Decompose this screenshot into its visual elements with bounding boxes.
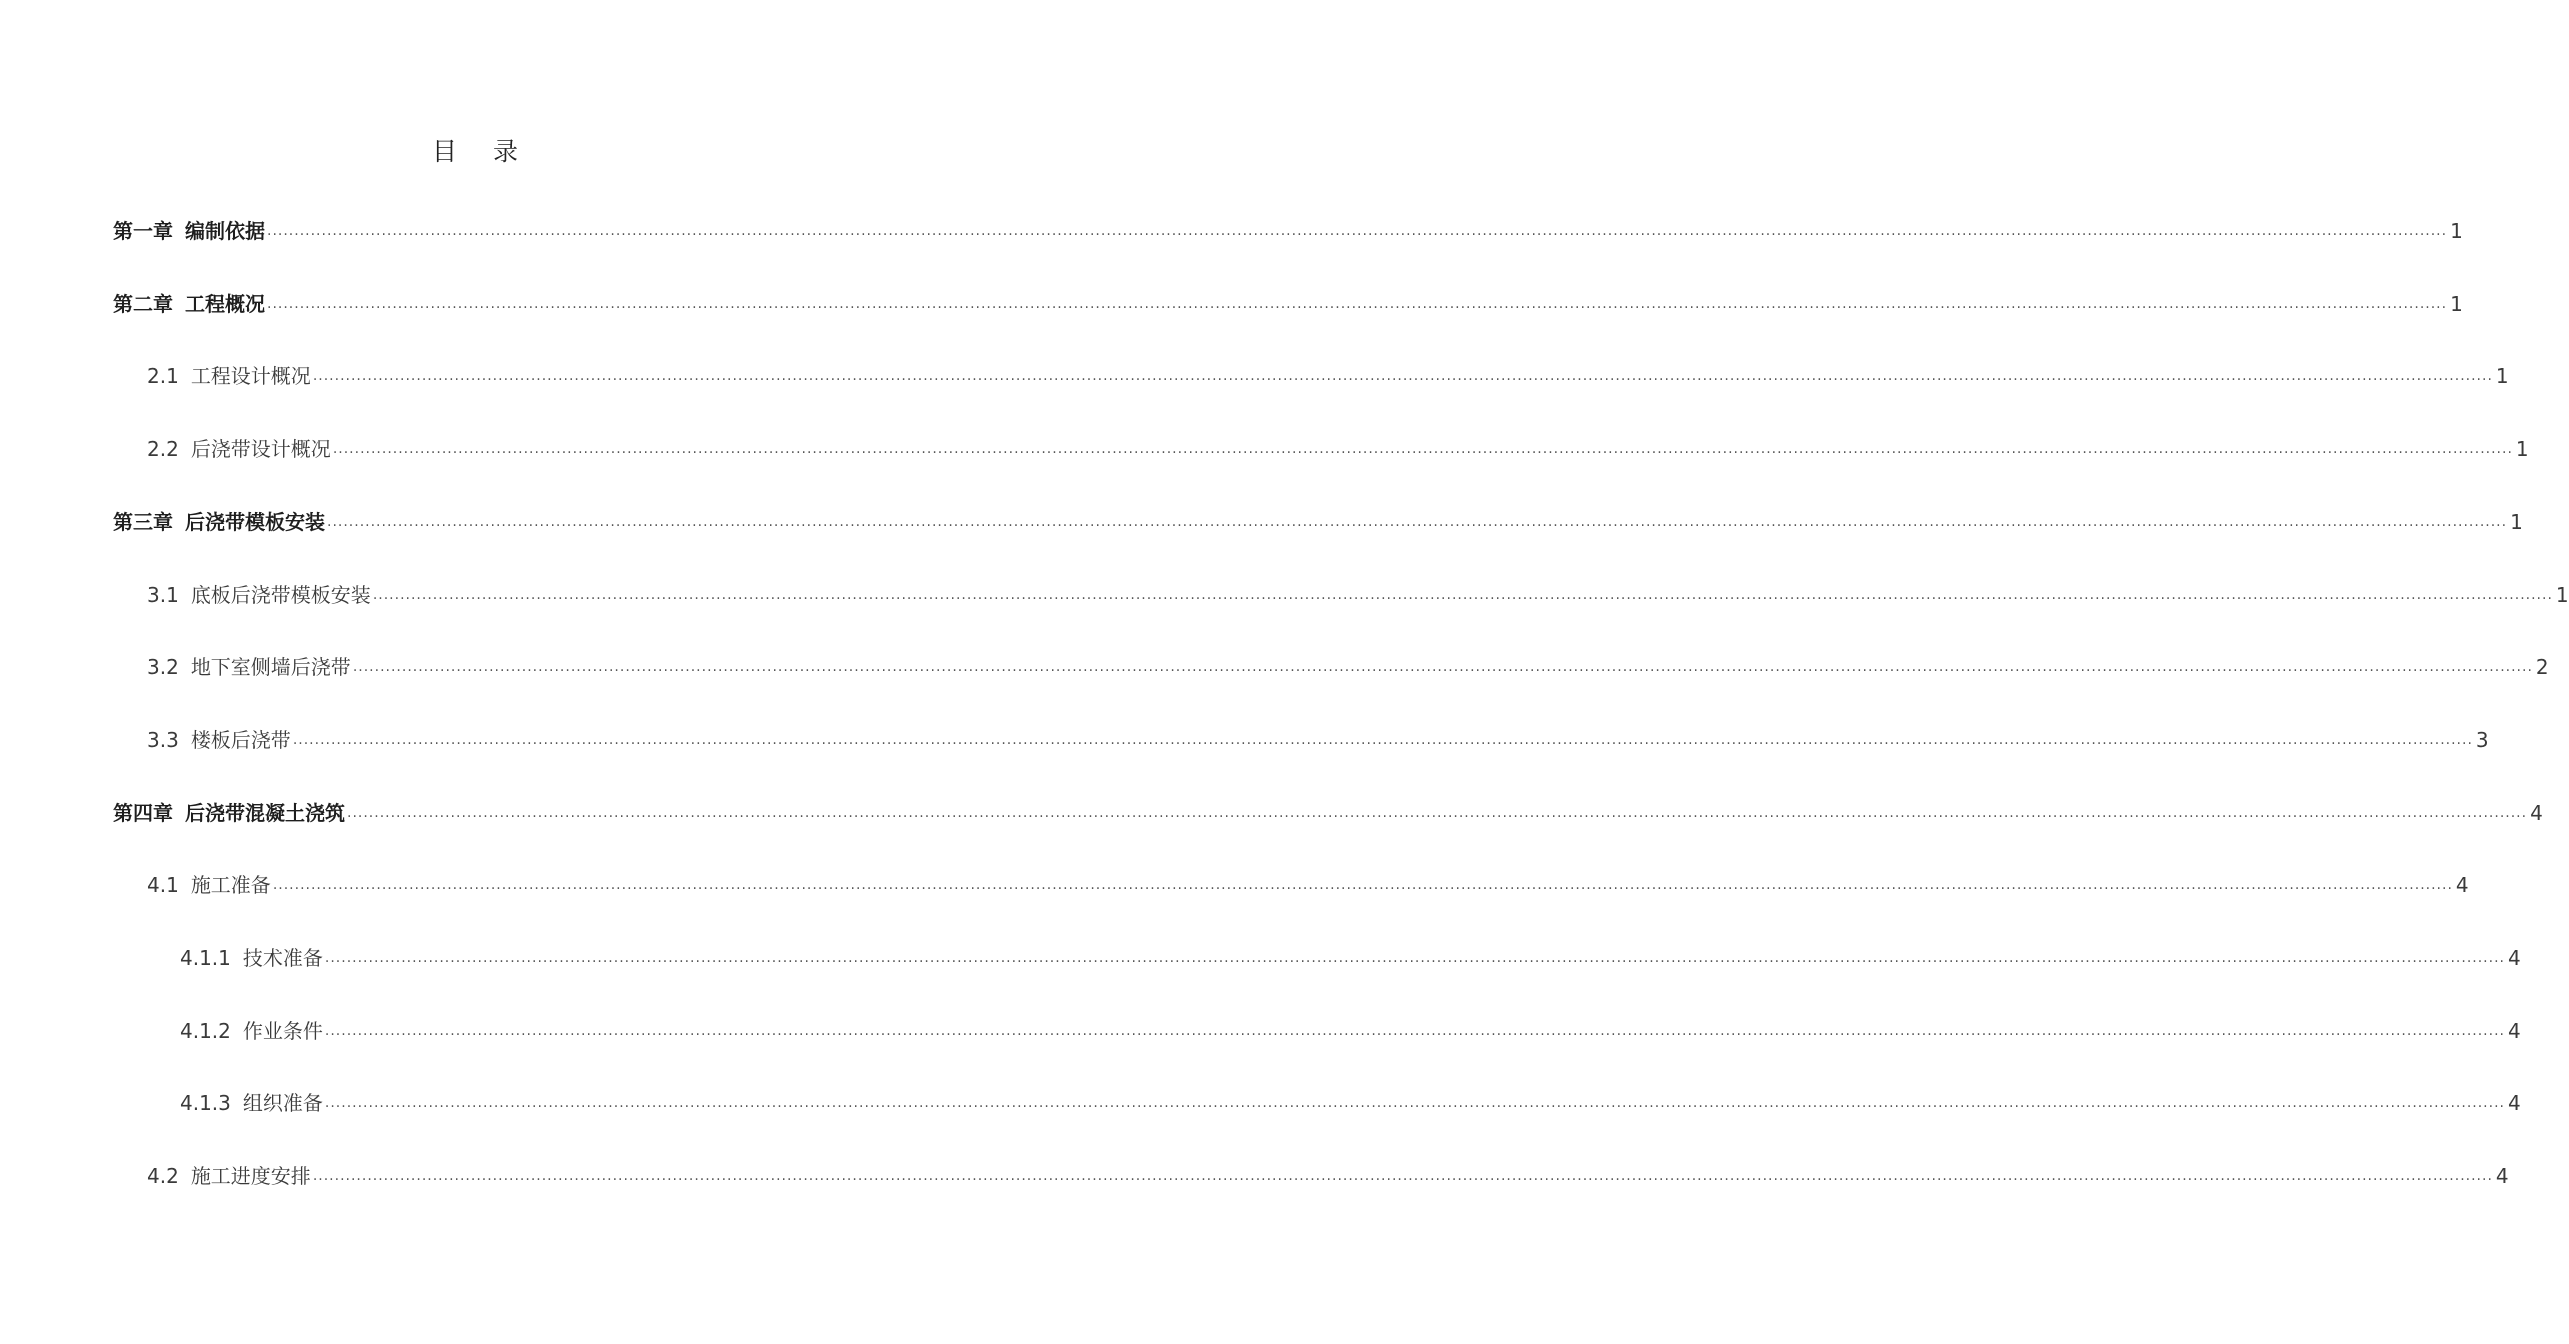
toc-dot-leader: ................................................................................................................................................................................................................................................................................................................................................................................................................: [272, 877, 2453, 894]
toc-entry-number: 3.2: [147, 655, 179, 680]
toc-entry-page-number: 1: [2555, 582, 2569, 607]
toc-entry-page-number: 1: [2510, 509, 2523, 534]
toc-entry[interactable]: [113, 496, 2523, 536]
toc-entry[interactable]: [147, 641, 2549, 681]
toc-entry-number: 4.1.2: [180, 1018, 231, 1043]
toc-entry[interactable]: [147, 569, 2569, 609]
toc-entry-title: 技术准备: [242, 946, 323, 970]
toc-entry-number: 第三章: [113, 509, 173, 534]
toc-entry-title: 施工准备: [190, 873, 271, 898]
toc-dot-leader: ................................................................................................................................................................................................................................................................................................................................................................................................................: [327, 513, 2508, 530]
toc-entry-number: 2.1: [147, 364, 179, 389]
toc-entry-number: 4.1: [147, 873, 179, 898]
toc-entry[interactable]: [113, 205, 2463, 245]
toc-entry-page-number: 1: [2515, 437, 2529, 462]
toc-entry-number: 第二章: [113, 291, 173, 316]
toc-entry-number: 第四章: [113, 800, 173, 825]
toc-dot-leader: ................................................................................................................................................................................................................................................................................................................................................................................................................: [292, 731, 2473, 748]
toc-entry-number: 第一章: [113, 219, 173, 243]
toc-title: 目 录: [432, 137, 532, 166]
toc-entry-title: 组织准备: [242, 1091, 323, 1116]
toc-entry-title: 底板后浇带模板安装: [190, 582, 371, 607]
toc-entry[interactable]: [147, 714, 2489, 754]
toc-entry-page-number: 4: [2507, 1091, 2521, 1116]
toc-entry-page-number: 4: [2507, 946, 2521, 970]
toc-dot-leader: ................................................................................................................................................................................................................................................................................................................................................................................................................: [372, 586, 2553, 603]
toc-entry-page-number: 1: [2450, 291, 2463, 316]
toc-entry-page-number: 2: [2535, 655, 2549, 680]
toc-entry-title: 工程概况: [185, 291, 265, 316]
toc-entry[interactable]: [147, 1150, 2509, 1190]
toc-entry-title: 编制依据: [185, 219, 265, 243]
toc-dot-leader: ................................................................................................................................................................................................................................................................................................................................................................................................................: [267, 295, 2448, 312]
toc-entry-number: 2.2: [147, 437, 179, 462]
toc-entry-number: 3.3: [147, 727, 179, 752]
toc-entry-title: 地下室侧墙后浇带: [190, 655, 351, 680]
toc-entry-page-number: 1: [2450, 219, 2463, 243]
toc-entry-page-number: 4: [2530, 800, 2543, 825]
toc-entry-page-number: 3: [2475, 727, 2489, 752]
toc-entry-title: 作业条件: [242, 1018, 323, 1043]
toc-entry-title: 工程设计概况: [190, 364, 311, 389]
toc-entry-page-number: 4: [2455, 873, 2469, 898]
toc-entry[interactable]: [180, 1077, 2521, 1117]
toc-entry-number: 4.1.3: [180, 1091, 231, 1116]
toc-entry[interactable]: [113, 278, 2463, 318]
toc-dot-leader: ................................................................................................................................................................................................................................................................................................................................................................................................................: [312, 1168, 2493, 1185]
toc-entry-title: 后浇带混凝土浇筑: [185, 800, 345, 825]
toc-dot-leader: ................................................................................................................................................................................................................................................................................................................................................................................................................: [324, 950, 2505, 966]
toc-dot-leader: ................................................................................................................................................................................................................................................................................................................................................................................................................: [267, 223, 2448, 239]
toc-entry[interactable]: [147, 859, 2469, 899]
toc-entry[interactable]: [113, 787, 2543, 827]
toc-entry-page-number: 4: [2507, 1018, 2521, 1043]
toc-dot-leader: ................................................................................................................................................................................................................................................................................................................................................................................................................: [324, 1095, 2505, 1112]
toc-entry[interactable]: [147, 350, 2509, 390]
toc-entry-title: 后浇带设计概况: [190, 437, 331, 462]
toc-entry[interactable]: [180, 932, 2521, 972]
toc-entry-number: 4.2: [147, 1164, 179, 1189]
toc-entry-number: 4.1.1: [180, 946, 231, 970]
toc-dot-leader: ................................................................................................................................................................................................................................................................................................................................................................................................................: [312, 368, 2493, 385]
toc-entry-number: 3.1: [147, 582, 179, 607]
toc-entry[interactable]: [147, 423, 2529, 463]
toc-dot-leader: ................................................................................................................................................................................................................................................................................................................................................................................................................: [324, 1022, 2505, 1039]
toc-entry-page-number: 1: [2495, 364, 2509, 389]
toc-entry-title: 施工进度安排: [190, 1164, 311, 1189]
toc-dot-leader: ................................................................................................................................................................................................................................................................................................................................................................................................................: [332, 441, 2513, 458]
toc-entry-title: 后浇带模板安装: [185, 509, 325, 534]
toc-entry-page-number: 4: [2495, 1164, 2509, 1189]
toc-dot-leader: ................................................................................................................................................................................................................................................................................................................................................................................................................: [352, 659, 2533, 676]
toc-entry[interactable]: [180, 1005, 2521, 1045]
toc-dot-leader: ................................................................................................................................................................................................................................................................................................................................................................................................................: [347, 804, 2528, 821]
toc-entry-title: 楼板后浇带: [190, 727, 291, 752]
